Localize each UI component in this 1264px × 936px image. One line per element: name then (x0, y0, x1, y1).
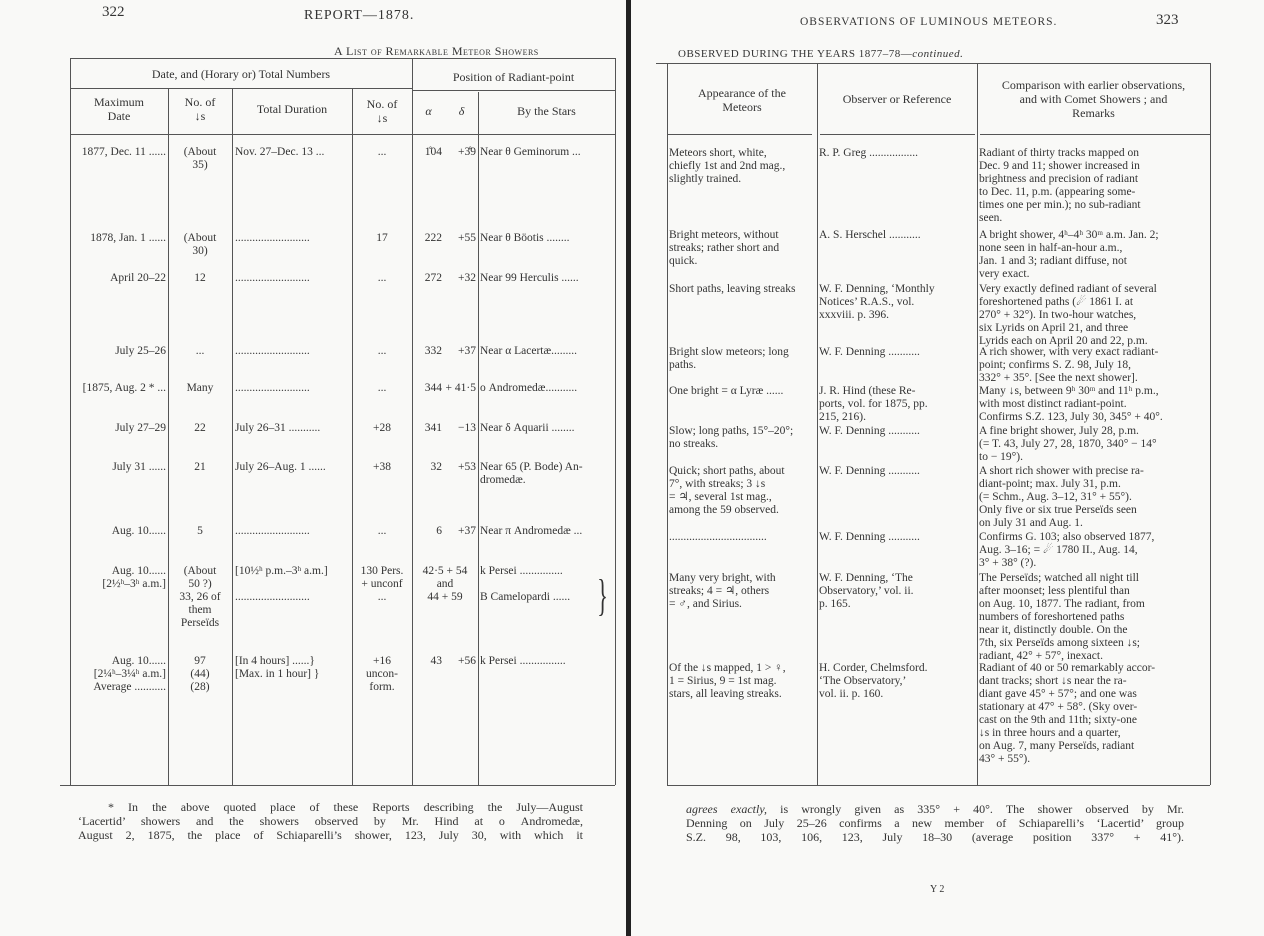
count-cell: 12 (194, 272, 206, 284)
stars-cell: Near θ Böotis ........ (480, 232, 570, 244)
number-cell: ... (377, 272, 387, 284)
date-cell: July 31 ...... (112, 461, 166, 473)
observer-cell: J. R. Hind (these Re- ports, vol. for 1875, pp. 215, 216). (819, 385, 928, 423)
date-cell: July 27–29 (115, 422, 166, 434)
stars-cell: Near π Andromedæ ... (480, 525, 583, 537)
observer-cell: W. F. Denning ........... (819, 465, 920, 477)
count-cell: Many (186, 382, 214, 394)
observer-cell: W. F. Denning ........... (819, 531, 920, 543)
running-head-right: OBSERVATIONS OF LUMINOUS METEORS. (800, 16, 1058, 28)
count-cell: 5 (197, 525, 203, 537)
stars-cell: k Persei ................ (480, 655, 566, 667)
ra-cell: 341 (424, 422, 442, 434)
ra-cell: 344 (424, 382, 442, 394)
ra-cell: 6 (436, 525, 442, 537)
footnote-line: ‘Lacertid’ showers and the showers observed by Mr. Hind at ο Andromedæ, (78, 814, 583, 828)
date-cell: [1875, Aug. 2 * ... (82, 382, 166, 394)
observer-cell: W. F. Denning, ‘The Observatory,’ vol. ii. p. 165. (819, 572, 914, 610)
date-cell: Aug. 10...... (111, 525, 166, 537)
date-cell: July 25–26 (115, 345, 166, 357)
number-cell: ... (377, 525, 387, 537)
dec-cell: +3̊9 (458, 146, 476, 158)
remarks-cell: Confirms G. 103; also observed 1877, Aug. 3–16; = ☄ 1780 II., Aug. 14, 3° + 38° (?). (979, 531, 1155, 569)
header-radiant-group: Position of Radiant-point (452, 70, 575, 84)
observer-cell: R. P. Greg ................. (819, 147, 919, 159)
table-rule-vertical (817, 63, 818, 785)
table-rule-vertical (667, 63, 668, 785)
header-delta: δ (458, 104, 465, 118)
dec-cell: +53 (458, 461, 476, 473)
page-number-right: 323 (1156, 12, 1179, 28)
stars-cell: Near α Lacertæ......... (480, 345, 578, 357)
dec-cell: +55 (458, 232, 476, 244)
table-rule-horizontal (656, 63, 1210, 64)
stars-cell: Near θ Geminorum ... (480, 146, 581, 158)
appearance-cell: Meteors short, white, chiefly 1st and 2nd mag., slightly trained. (669, 147, 786, 185)
table-rule-vertical (977, 63, 978, 785)
header-maximum-date: Maximum Date (94, 95, 144, 123)
duration-cell: .......................... (235, 345, 310, 357)
remarks-cell: A rich shower, with very exact radiant- point; confirms S. Z. 98, July 18, 332° + 35°. [See the next shower]. (979, 346, 1159, 384)
appearance-cell: Many very bright, with streaks; 4 = ♃, others = ♂, and Sirius. (669, 572, 776, 610)
ra-cell: 332 (424, 345, 442, 357)
ra-cell: 43 (430, 655, 442, 667)
footnote-line (686, 802, 1184, 816)
table-rule-vertical (1210, 63, 1211, 785)
brace-mark: } (597, 571, 608, 620)
footnote-line: Denning on July 25–26 confirms a new member of Schiaparelli’s ‘Lacertid’ group (686, 816, 1184, 830)
header-alpha: α (425, 104, 432, 118)
ra-cell: 272 (424, 272, 442, 284)
appearance-cell: Slow; long paths, 15°–20°; no streaks. (669, 425, 794, 450)
header-appearance: Appearance of the Meteors (698, 86, 786, 114)
number-cell: +16 uncon- form. (366, 655, 398, 693)
observer-cell: H. Corder, Chelmsford. ‘The Observatory,’ vol. ii. p. 160. (819, 662, 928, 700)
remarks-cell: The Perseïds; watched all night till after moonset; less plentiful than on Aug. 10, 1877. The radiant, from numbers of foreshortened paths near it, distinctly double. On the 7th, six Perseïds among sixteen ↓s; radiant, 42° + 57°, inexact. (979, 572, 1145, 662)
footnote-right (686, 802, 1184, 844)
remarks-cell: Radiant of thirty tracks mapped on Dec. 9 and 11; shower increased in brightness and precision of radiant to Dec. 11, p.m. (appearing some- times one per min.); no sub-radiant seen. (979, 147, 1141, 224)
header-no-of-2: No. of ↓s (366, 97, 398, 125)
footnote-text: is wrongly given as 335° + 40°. The shower observed by Mr. (767, 802, 1184, 816)
dec-cell: +37 (458, 525, 476, 537)
table-title-continued: continued. (912, 48, 964, 60)
observer-cell: W. F. Denning ........... (819, 346, 920, 358)
date-cell: 1877, Dec. 11 ...... (81, 146, 166, 158)
stars-cell: Near 99 Herculis ...... (480, 272, 579, 284)
date-cell: Aug. 10...... [2½ʰ–3ʰ a.m.] (102, 565, 166, 590)
duration-cell: July 26–31 ........... (235, 422, 321, 434)
ra-dec-cell: 42·5 + 54 and 44 + 59 (422, 565, 468, 603)
observer-cell: W. F. Denning ........... (819, 425, 920, 437)
duration-cell: [In 4 hours] ......} [Max. in 1 hour] } (235, 655, 320, 680)
number-cell: ... (377, 345, 387, 357)
header-by-stars: By the Stars (517, 104, 576, 118)
count-cell: (About 35) (183, 146, 217, 171)
dec-cell: +56 (458, 655, 476, 667)
remarks-cell: Radiant of 40 or 50 remarkably accor- dant tracks; short ↓s near the ra- diant gave 45° + 57°; and one was stationary at 47° + 58°. (Sky over- cast on the 9th and 11th; sixty-one ↓s in three hours and a quarter, on Aug. 7, many Perseïds, radiant 43° + 55°). (979, 662, 1156, 765)
dec-cell: +37 (458, 345, 476, 357)
date-cell: Aug. 10...... [2¼ʰ–3¼ʰ a.m.] Average ........... (93, 655, 166, 693)
table-title-text: OBSERVED DURING THE YEARS 1877–78— (678, 48, 913, 60)
observer-cell: A. S. Herschel ........... (819, 229, 921, 241)
remarks-cell: Very exactly defined radiant of several foreshortened paths (☄ 1861 I. at 270° + 32°). In two-hour watches, six Lyrids on April 21, and three Lyrids each on April 20 and 22, p.m. (979, 283, 1157, 347)
count-cell: (About 30) (183, 232, 217, 257)
duration-cell: .......................... (235, 272, 310, 284)
duration-cell: .......................... (235, 382, 310, 394)
header-date-group: Date, and (Horary or) Total Numbers (151, 67, 331, 81)
remarks-cell: Many ↓s, between 9ʰ 30ᵐ and 11ʰ p.m., with most distinct radiant-point. Confirms S.Z. 123, July 30, 345° + 40°. (979, 385, 1163, 423)
footnote-left (78, 800, 583, 842)
header-observer: Observer or Reference (842, 92, 952, 106)
footnote-line: August 2, 1875, the place of Schiaparelli’s shower, 123, July 30, with which it (78, 828, 583, 842)
duration-cell: .......................... (235, 232, 310, 244)
table-rule-horizontal (667, 785, 1210, 786)
observer-cell: W. F. Denning, ‘Monthly Notices’ R.A.S., vol. xxxviii. p. 396. (819, 283, 935, 321)
ra-cell: 32 (430, 461, 442, 473)
table-title-left: A List of Remarkable Meteor Showers (334, 44, 539, 58)
remarks-cell: A short rich shower with precise ra- diant-point; max. July 31, p.m. (= Schm., Aug. 3–12, 31° + 55°). Only five or six true Perseïds seen on July 31 and Aug. 1. (979, 465, 1144, 529)
table-rule-horizontal (820, 134, 975, 135)
appearance-cell: Quick; short paths, about 7°, with streaks; 3 ↓s = ♃, several 1st mag., among the 59 observed. (669, 465, 785, 516)
stars-cell: ο Andromedæ........... (480, 382, 578, 394)
dec-cell: −13 (458, 422, 476, 434)
appearance-cell: Short paths, leaving streaks (669, 283, 796, 295)
header-no-of-1: No. of ↓s (184, 95, 216, 123)
appearance-cell: Of the ↓s mapped, 1 > ♀, 1 = Sirius, 9 = 1st mag. stars, all leaving streaks. (669, 662, 786, 700)
header-comparison: Comparison with earlier observations, and with Comet Showers ; and Remarks (1001, 78, 1186, 120)
appearance-cell: .................................. (669, 531, 767, 543)
number-cell: 17 (376, 232, 388, 244)
number-cell: ... (377, 382, 387, 394)
dec-cell: + 41·5 (445, 382, 476, 394)
duration-cell: .......................... (235, 525, 310, 537)
appearance-cell: One bright = α Lyræ ...... (669, 385, 784, 397)
footnote-italic: agrees exactly, (686, 802, 767, 816)
table-rule-horizontal (667, 134, 812, 135)
stars-cell: k Persei ............... B Camelopardi ...... (480, 565, 571, 603)
ra-cell: 222 (424, 232, 442, 244)
count-cell: 21 (194, 461, 206, 473)
appearance-cell: Bright meteors, without streaks; rather short and quick. (669, 229, 780, 267)
ra-cell: 1̊04 (424, 146, 442, 158)
count-cell: 22 (194, 422, 206, 434)
number-cell: ... (377, 146, 387, 158)
footnote-line: S.Z. 98, 103, 106, 123, July 18–30 (average position 337° + 41°). (686, 830, 1184, 844)
number-cell: 130 Pers. + unconf ... (360, 565, 404, 603)
number-cell: +38 (373, 461, 391, 473)
stars-cell: Near 65 (P. Bode) An- dromedæ. (480, 461, 583, 486)
appearance-cell: Bright slow meteors; long paths. (669, 346, 789, 371)
count-cell: ... (195, 345, 205, 357)
duration-cell: [10½ʰ p.m.–3ʰ a.m.] .......................... (235, 565, 328, 603)
stars-cell: Near δ Aquarii ........ (480, 422, 575, 434)
footnote-line: * In the above quoted place of these Reports describing the July—August (108, 800, 583, 814)
date-cell: 1878, Jan. 1 ...... (90, 232, 166, 244)
remarks-cell: A fine bright shower, July 28, p.m. (= T. 43, July 27, 28, 1870, 340° − 14° to − 19°). (979, 425, 1157, 463)
running-head-left: REPORT—1878. (304, 8, 415, 23)
duration-cell: July 26–Aug. 1 ...... (235, 461, 326, 473)
number-cell: +28 (373, 422, 391, 434)
header-total-duration: Total Duration (256, 102, 328, 116)
count-cell: 97 (44) (28) (190, 655, 210, 693)
table-rule-horizontal (980, 134, 1210, 135)
date-cell: April 20–22 (110, 272, 166, 284)
count-cell: (About 50 ?) 33, 26 of them Perseïds (179, 565, 221, 629)
duration-cell: Nov. 27–Dec. 13 ... (235, 146, 325, 158)
page-number-left: 322 (102, 4, 125, 20)
remarks-cell: A bright shower, 4ʰ–4ʰ 30ᵐ a.m. Jan. 2; none seen in half-an-hour a.m., Jan. 1 and 3; radiant diffuse, not very exact. (979, 229, 1159, 280)
signature-mark: Y 2 (930, 884, 945, 895)
dec-cell: +32 (458, 272, 476, 284)
